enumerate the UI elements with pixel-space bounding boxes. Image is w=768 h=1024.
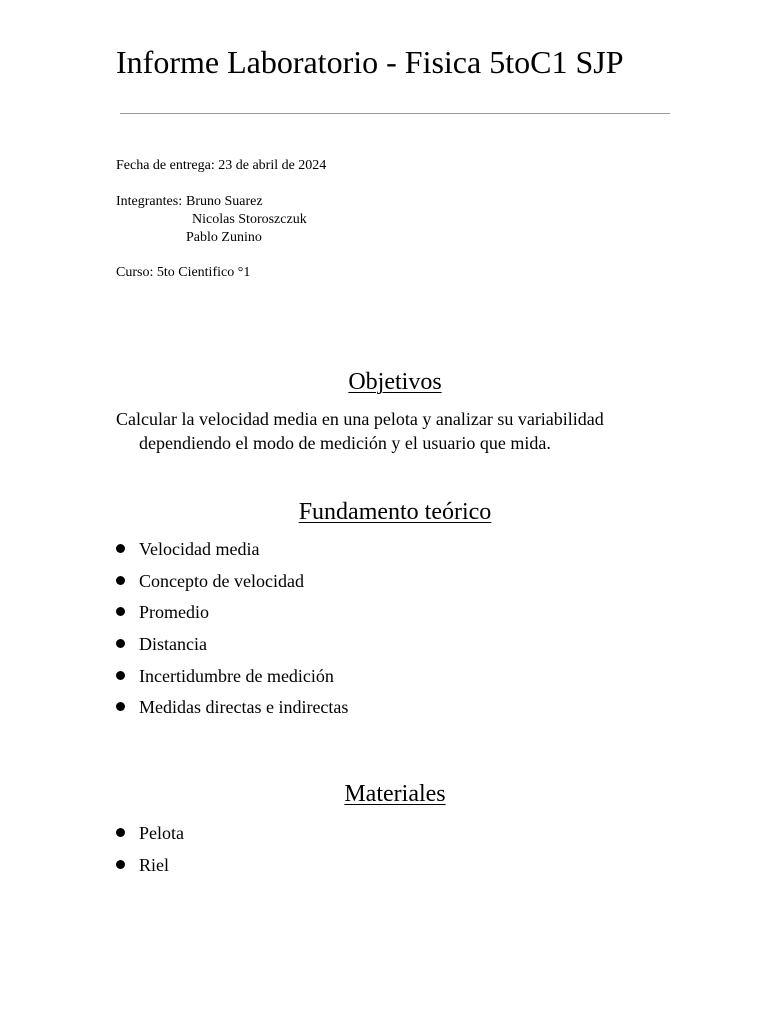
bullet-icon	[116, 544, 125, 553]
list-item-label: Concepto de velocidad	[139, 570, 304, 591]
member-name: Nicolas Storoszczuk	[192, 212, 307, 227]
theory-heading: Fundamento teórico	[298, 499, 492, 525]
list-item-label: Riel	[139, 854, 169, 875]
list-item	[116, 696, 348, 728]
list-item-label: Pelota	[139, 823, 184, 843]
list-item	[116, 822, 184, 854]
list-item-label: Promedio	[139, 602, 209, 623]
list-item	[116, 538, 348, 570]
list-item-label: Medidas directas e indirectas	[139, 697, 349, 718]
bullet-icon	[116, 860, 125, 869]
list-item-label: Distancia	[139, 634, 207, 655]
list-item	[116, 601, 348, 633]
theory-list	[116, 538, 348, 728]
members-label: Integrantes:	[116, 194, 183, 209]
list-item	[116, 570, 348, 602]
materials-list	[116, 822, 184, 885]
list-item-label: Incertidumbre de medición	[139, 665, 334, 686]
bullet-icon	[116, 576, 125, 585]
title-divider	[120, 113, 670, 114]
objectives-heading: Objetivos	[348, 369, 442, 395]
document-title: Informe Laboratorio - Fisica 5toC1 SJP	[116, 44, 624, 80]
member-name: Bruno Suarez	[186, 194, 263, 209]
bullet-icon	[116, 702, 125, 711]
list-item	[116, 854, 184, 886]
bullet-icon	[116, 671, 125, 680]
materials-heading: Materiales	[344, 781, 446, 807]
bullet-icon	[116, 639, 125, 648]
course: Curso: 5to Cientifico °1	[116, 265, 251, 280]
delivery-date: Fecha de entrega: 23 de abril de 2024	[116, 158, 327, 173]
list-item	[116, 633, 348, 665]
member-name: Pablo Zunino	[186, 230, 262, 245]
list-item	[116, 665, 348, 697]
list-item-label: Velocidad media	[139, 539, 260, 559]
objectives-text: Calcular la velocidad media en una pelota y analizar su variabilidad dependiendo el modo de medición y el usuario que mida.	[116, 409, 604, 453]
bullet-icon	[116, 607, 125, 616]
bullet-icon	[116, 828, 125, 837]
